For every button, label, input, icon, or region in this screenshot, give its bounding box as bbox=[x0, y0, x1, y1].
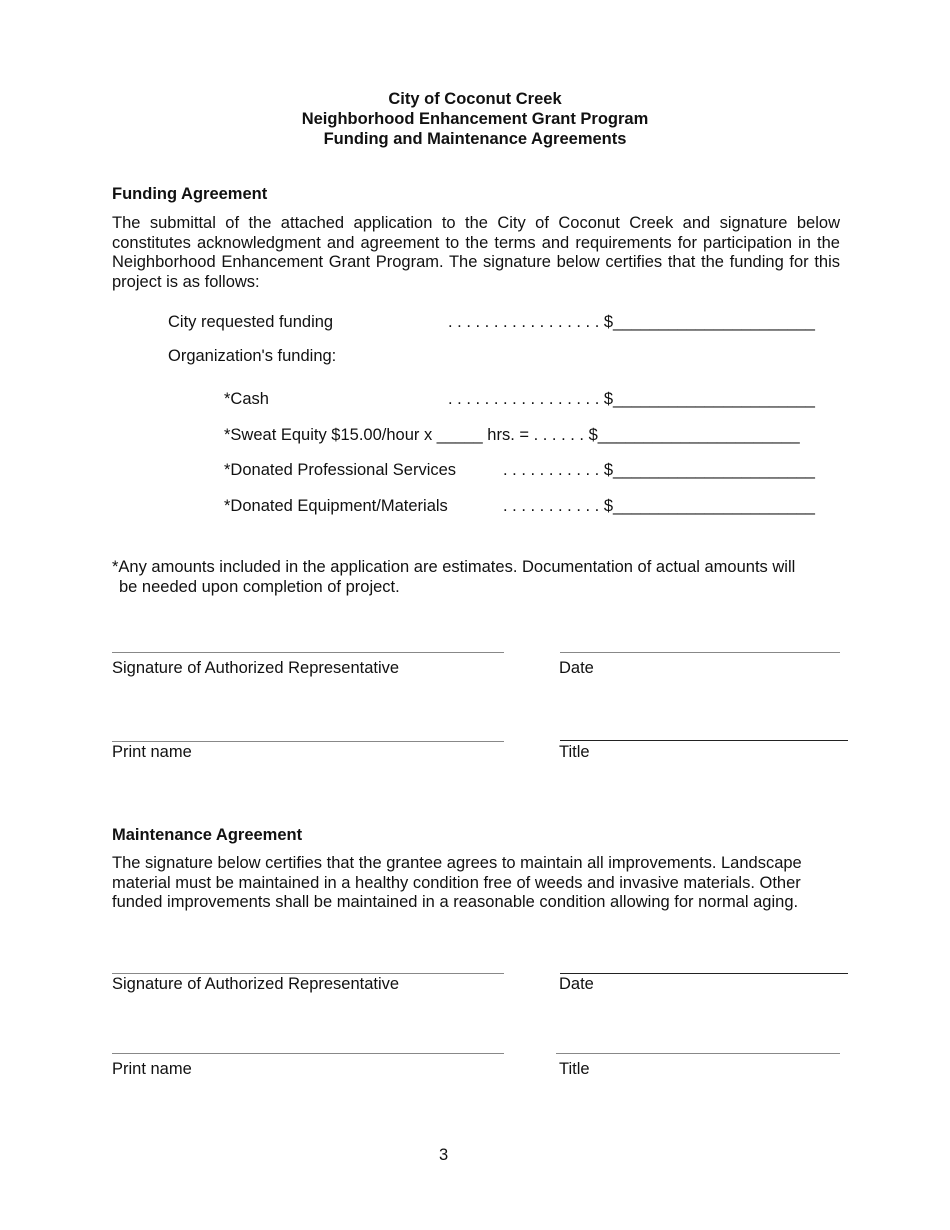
funding-agreement-paragraph: The submittal of the attached application to the City of Coconut Creek and signature below constitutes acknowledgment and agreement to the terms and requirements for participation in the Neighborhood Enhancement Grant Program. The signature below certifies that the funding for this project is as follows: bbox=[112, 214, 840, 291]
program-title: Neighborhood Enhancement Grant Program bbox=[301, 110, 649, 128]
donated-equipment-amount-field[interactable]: . . . . . . . . . . . $______________________ bbox=[503, 497, 815, 515]
maintenance-agreement-heading: Maintenance Agreement bbox=[112, 826, 303, 844]
document-title: City of Coconut Creek bbox=[388, 90, 562, 108]
date-line[interactable] bbox=[560, 652, 840, 653]
cash-label: *Cash bbox=[224, 390, 269, 408]
page-number: 3 bbox=[439, 1146, 449, 1164]
city-funding-amount-field[interactable]: . . . . . . . . . . . . . . . . . $______________________ bbox=[448, 313, 815, 331]
signature-line[interactable] bbox=[112, 652, 504, 653]
estimates-note-line1: *Any amounts included in the application are estimates. Documentation of actual amounts will bbox=[112, 558, 796, 576]
print-name-label: Print name bbox=[112, 743, 192, 761]
date-label: Date bbox=[559, 975, 594, 993]
print-name-line[interactable] bbox=[112, 741, 504, 742]
print-name-label: Print name bbox=[112, 1060, 192, 1078]
city-funding-label: City requested funding bbox=[168, 313, 334, 331]
title-label: Title bbox=[559, 743, 590, 761]
signature-label: Signature of Authorized Representative bbox=[112, 975, 400, 993]
organization-funding-label: Organization's funding: bbox=[168, 347, 337, 365]
title-line[interactable] bbox=[560, 740, 848, 741]
signature-label: Signature of Authorized Representative bbox=[112, 659, 400, 677]
estimates-note-line2: be needed upon completion of project. bbox=[119, 578, 400, 596]
agreements-title: Funding and Maintenance Agreements bbox=[323, 130, 627, 148]
donated-equipment-label: *Donated Equipment/Materials bbox=[224, 497, 448, 515]
maintenance-agreement-paragraph: The signature below certifies that the grantee agrees to maintain all improvements. Landscape material must be maintained in a healthy condition free of weeds and invasive materials. Other funded improvements shall be maintained in a reasonable condition allowing for normal aging. bbox=[112, 854, 802, 911]
funding-agreement-heading: Funding Agreement bbox=[112, 185, 268, 203]
sweat-equity-field[interactable]: *Sweat Equity $15.00/hour x _____ hrs. = . . . . . . $______________________ bbox=[224, 426, 800, 444]
title-label: Title bbox=[559, 1060, 590, 1078]
print-name-line[interactable] bbox=[112, 1053, 504, 1054]
donated-services-amount-field[interactable]: . . . . . . . . . . . $______________________ bbox=[503, 461, 815, 479]
cash-amount-field[interactable]: . . . . . . . . . . . . . . . . . $______________________ bbox=[448, 390, 815, 408]
date-label: Date bbox=[559, 659, 594, 677]
donated-services-label: *Donated Professional Services bbox=[224, 461, 457, 479]
date-line[interactable] bbox=[560, 973, 848, 974]
signature-line[interactable] bbox=[112, 973, 504, 974]
title-line[interactable] bbox=[556, 1053, 840, 1054]
